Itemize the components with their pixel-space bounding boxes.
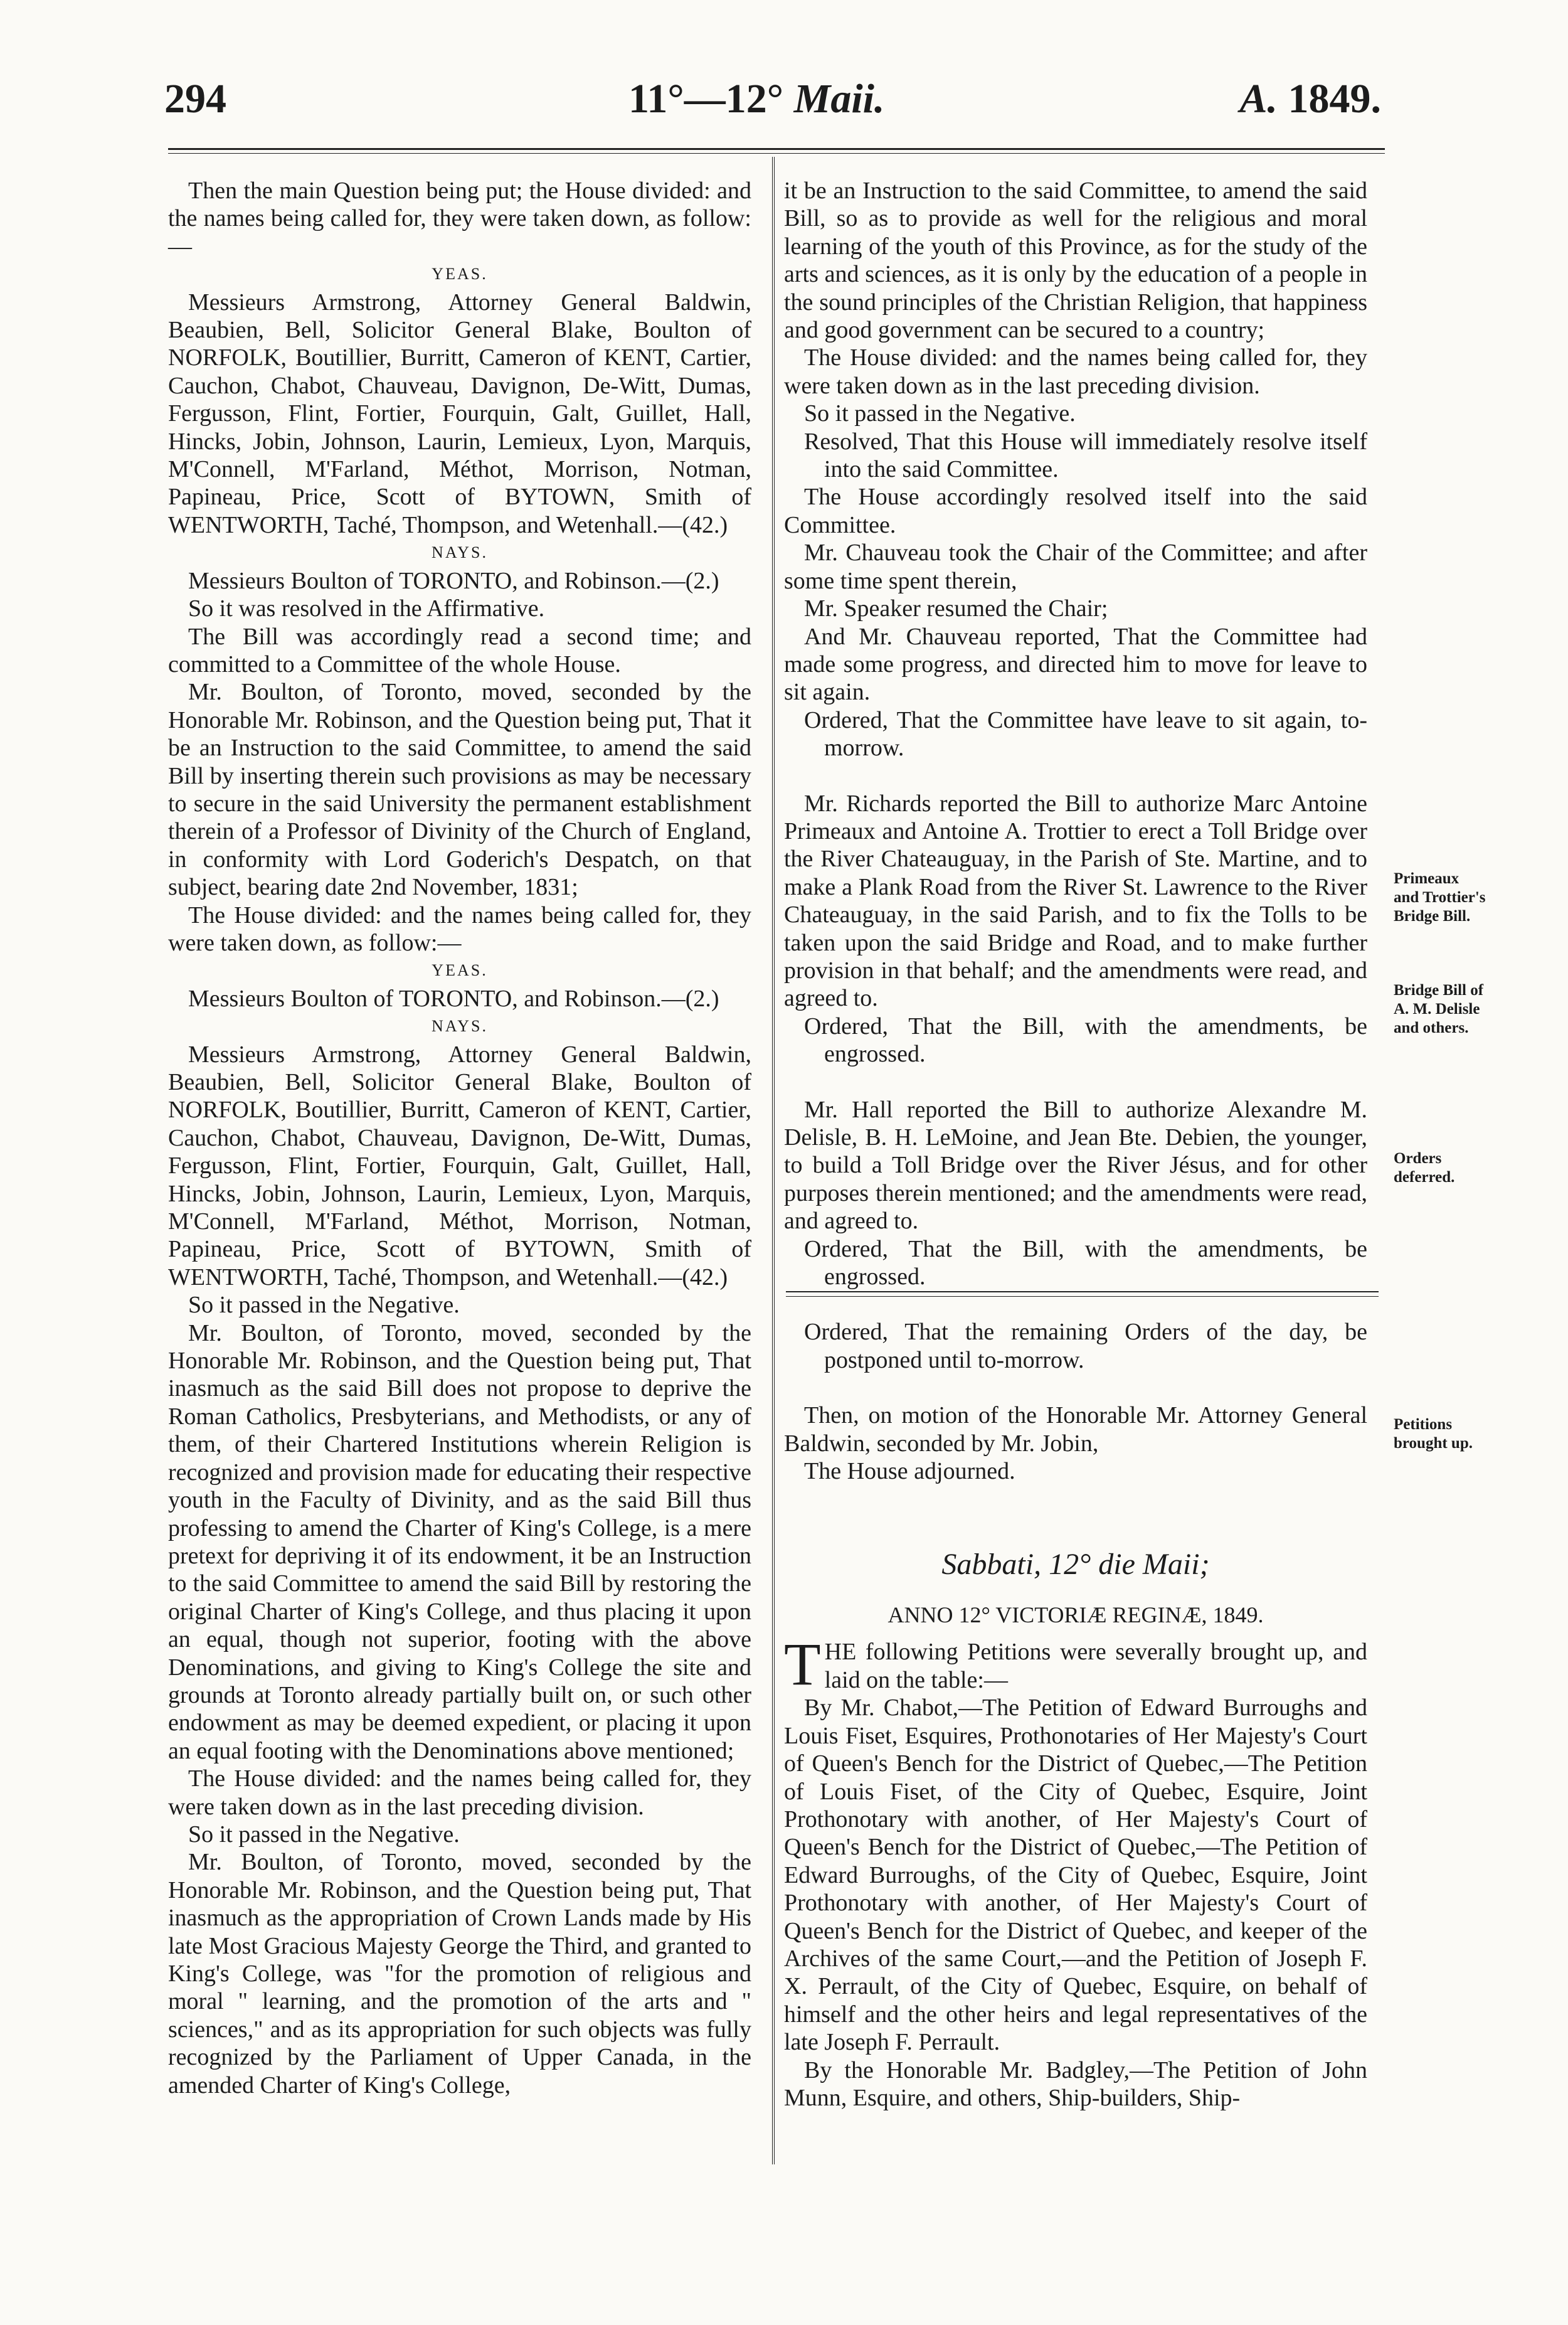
- left-para-6: So it passed in the Negative.: [188, 1292, 460, 1319]
- right-para-4: Resolved, That this House will immediately resolve itself into the said Committee.: [804, 428, 1367, 483]
- right-para-16: The House adjourned.: [804, 1458, 1015, 1485]
- yeas-heading-1: YEAS.: [432, 265, 488, 284]
- right-para-8: And Mr. Chauveau reported, That the Committee had made some progress, and directed him to move for leave to sit again.: [784, 623, 1367, 706]
- right-para-11: Ordered, That the Bill, with the amendments, be engrossed.: [804, 1013, 1367, 1068]
- page-number: 294: [164, 76, 226, 122]
- spacer: [784, 1068, 1367, 1096]
- anno-line: ANNO 12° VICTORIÆ REGINÆ, 1849.: [887, 1602, 1264, 1628]
- section-separator-space: [784, 1485, 1367, 1543]
- left-para-5: The House divided: and the names being called for, they were taken down, as follow:—: [168, 902, 751, 956]
- header-year: [1239, 70, 1381, 128]
- left-para-9: So it passed in the Negative.: [188, 1821, 460, 1848]
- spacer: [784, 1587, 1367, 1598]
- margin-note-petitions: Petitions brought up.: [1394, 1416, 1473, 1452]
- drop-cap: T: [784, 1631, 821, 1698]
- left-column: [168, 177, 751, 2099]
- spacer: [784, 762, 1367, 790]
- right-para-13: Ordered, That the Bill, with the amendments, be engrossed.: [804, 1235, 1367, 1290]
- right-para-12: Mr. Hall reported the Bill to authorize Alexandre M. Delisle, B. H. LeMoine, and Jean Bte. Debien, the younger, to build a Toll Bridge over the River Jésus, and for other purposes therein mentioned; and the amendments were read, and agreed to.: [784, 1096, 1367, 1235]
- margin-note-orders: Orders deferred.: [1394, 1150, 1455, 1186]
- yeas-heading-2: YEAS.: [432, 961, 488, 980]
- column-divider: [772, 157, 775, 2164]
- header-year-number: 1849.: [1278, 76, 1381, 122]
- right-para-2: The House divided: and the names being called for, they were taken down as in the last preceding division.: [784, 344, 1367, 399]
- nays-list-2: Messieurs Armstrong, Attorney General Baldwin, Beaubien, Bell, Solicitor General Blake, Boulton of NORFOLK, Boutillier, Burritt, Cameron of KENT, Cartier, Cauchon, Chabot, Chauveau, Davignon, De-Witt, Dumas, Fergusson, Flint, Fortier, Fourquin, Galt, Guillet, Hall, Hincks, Jobin, Johnson, Laurin, Lemieux, Lyon, Marquis, M'Connell, M'Farland, Méthot, Morrison, Notman, Papineau, Price, Scott of BYTOWN, Smith of WENTWORTH, Taché, Thompson, and Wetenhall.—(42.): [168, 1041, 751, 1290]
- header-date-prefix: 11°—12°: [628, 76, 794, 122]
- day-title-text: Sabbati, 12° die Maii;: [941, 1548, 1210, 1582]
- spacer: [784, 1290, 1367, 1318]
- margin-note-delisle: Bridge Bill of A. M. Delisle and others.: [1394, 982, 1484, 1036]
- left-para-8: The House divided: and the names being called for, they were taken down as in the last preceding division.: [168, 1765, 751, 1820]
- right-para-14: Ordered, That the remaining Orders of the day, be postponed until to-morrow.: [804, 1319, 1367, 1373]
- header-date-word: Maii.: [793, 76, 885, 122]
- petitions-intro-text: HE following Petitions were severally brought up, and laid on the table:—: [824, 1639, 1367, 1693]
- right-para-9: Ordered, That the Committee have leave to sit again, to-morrow.: [804, 706, 1367, 762]
- header-year-letter: A.: [1239, 76, 1278, 122]
- left-para-4: Mr. Boulton, of Toronto, moved, seconded by the Honorable Mr. Robinson, and the Question being put, That it be an Instruction to the said Committee, to amend the said Bill by inserting therein such provisions as may be necessary to secure in the said University the permanent establishment therein of a Professor of Divinity of the Church of England, in conformity with Lord Goderich's Despatch, on that subject, bearing date 2nd November, 1831;: [168, 679, 751, 901]
- left-para-7: Mr. Boulton, of Toronto, moved, seconded by the Honorable Mr. Robinson, and the Question being put, That inasmuch as the said Bill does not propose to deprive the Roman Catholics, Presbyterians, and Methodists, or any of them, of their Chartered Institutions wherein Religion is recognized and provision made for educating their respective youth in the Faculty of Divinity, and as the said Bill thus professing to amend the Charter of King's College, is a mere pretext for depriving it of its endowment, it be an Instruction to the said Committee to amend the said Bill by restoring the original Charter of King's College, and thus placing it upon an equal, though not superior, footing with the above Denominations, and giving to King's College the site and grounds at Toronto already partially built on, or such other endowment as may be deemed expedient, or placing it upon an equal footing with the Denominations above mentioned;: [168, 1319, 751, 1764]
- margin-note-primeaux: Primeaux and Trottier's Bridge Bill.: [1394, 870, 1486, 925]
- yeas-list-1: Messieurs Armstrong, Attorney General Baldwin, Beaubien, Bell, Solicitor General Blake, Boulton of NORFOLK, Boutillier, Burritt, Cameron of KENT, Cartier, Cauchon, Chabot, Chauveau, Davignon, De-Witt, Dumas, Fergusson, Flint, Fortier, Fourquin, Galt, Guillet, Hall, Hincks, Jobin, Johnson, Laurin, Lemieux, Lyon, Marquis, M'Connell, M'Farland, Méthot, Morrison, Notman, Papineau, Price, Scott of BYTOWN, Smith of WENTWORTH, Taché, Thompson, and Wetenhall.—(42.): [168, 289, 751, 538]
- header-rule-thin: [168, 153, 1385, 154]
- section-rule-thin: [786, 1296, 1379, 1297]
- right-para-19: By the Honorable Mr. Badgley,—The Petition of John Munn, Esquire, and others, Ship-builders, Ship-: [784, 2056, 1367, 2111]
- page-header: [164, 70, 1381, 128]
- header-rule: [168, 148, 1385, 150]
- left-para-3: The Bill was accordingly read a second time; and committed to a Committee of the whole House.: [168, 623, 751, 678]
- right-column: [784, 177, 1367, 2112]
- left-para-1: Then the main Question being put; the House divided: and the names being called for, they were taken down, as follow:—: [168, 178, 751, 260]
- right-para-10: Mr. Richards reported the Bill to authorize Marc Antoine Primeaux and Antoine A. Trottier to erect a Toll Bridge over the River Chateauguay, in the Parish of Ste. Martine, and to make a Plank Road from the River St. Lawrence to the River Chateauguay, in the said Parish, and to fix the Tolls to be taken upon the said Bridge and Road, and to make further provision in that behalf; and the amendments were read, and agreed to.: [784, 790, 1367, 1012]
- header-date: [628, 70, 885, 128]
- spacer: [784, 1374, 1367, 1402]
- spacer: [784, 1632, 1367, 1638]
- right-para-18: By Mr. Chabot,—The Petition of Edward Burroughs and Louis Fiset, Esquires, Prothonotaries of Her Majesty's Court of Queen's Bench for the District of Quebec,—The Petition of Louis Fiset, of the City of Quebec, Esquire, Joint Prothonotary with another, of Her Majesty's Court of Queen's Bench for the District of Quebec,—The Petition of Edward Burroughs, of the City of Quebec, Esquire, Joint Prothonotary with another, of Her Majesty's Court of Queen's Bench for the District of Quebec, and keeper of the Archives of the same Court,—and the Petition of Joseph F. X. Perrault, of the City of Quebec, Esquire, on behalf of himself and the other heirs and legal representatives of the late Joseph F. Perrault.: [784, 1695, 1367, 2056]
- nays-list-1: Messieurs Boulton of TORONTO, and Robinson.—(2.): [188, 567, 719, 594]
- right-para-15: Then, on motion of the Honorable Mr. Attorney General Baldwin, seconded by Mr. Jobin,: [784, 1402, 1367, 1457]
- right-para-5: The House accordingly resolved itself into the said Committee.: [784, 484, 1367, 538]
- right-para-3: So it passed in the Negative.: [804, 400, 1076, 427]
- right-para-7: Mr. Speaker resumed the Chair;: [804, 595, 1108, 622]
- left-para-2: So it was resolved in the Affirmative.: [188, 595, 545, 622]
- left-para-10: Mr. Boulton, of Toronto, moved, seconded by the Honorable Mr. Robinson, and the Question being put, That inasmuch as the appropriation of Crown Lands made by His late Most Gracious Majesty George the Third, and granted to King's College, was "for the promotion of religious and moral " learning, and the promotion of the arts and " sciences," and as its appropriation for such objects was fully recognized by the Parliament of Upper Canada, in the amended Charter of King's College,: [168, 1849, 751, 2099]
- right-para-1: it be an Instruction to the said Committee, to amend the said Bill, so as to provide as well for the religious and moral learning of the youth of this Province, as for the study of the arts and sciences, as it is only by the education of a people in the sound principles of the Christian Religion, that happiness and good government can be secured to a country;: [784, 178, 1367, 344]
- day-title: [784, 1543, 1367, 1587]
- section-rule: [786, 1291, 1379, 1292]
- yeas-list-2: Messieurs Boulton of TORONTO, and Robinson.—(2.): [188, 985, 719, 1012]
- petitions-intro: [784, 1631, 1367, 1698]
- right-para-6: Mr. Chauveau took the Chair of the Committee; and after some time spent therein,: [784, 540, 1367, 594]
- nays-heading-2: NAYS.: [432, 1017, 488, 1036]
- nays-heading-1: NAYS.: [432, 543, 488, 562]
